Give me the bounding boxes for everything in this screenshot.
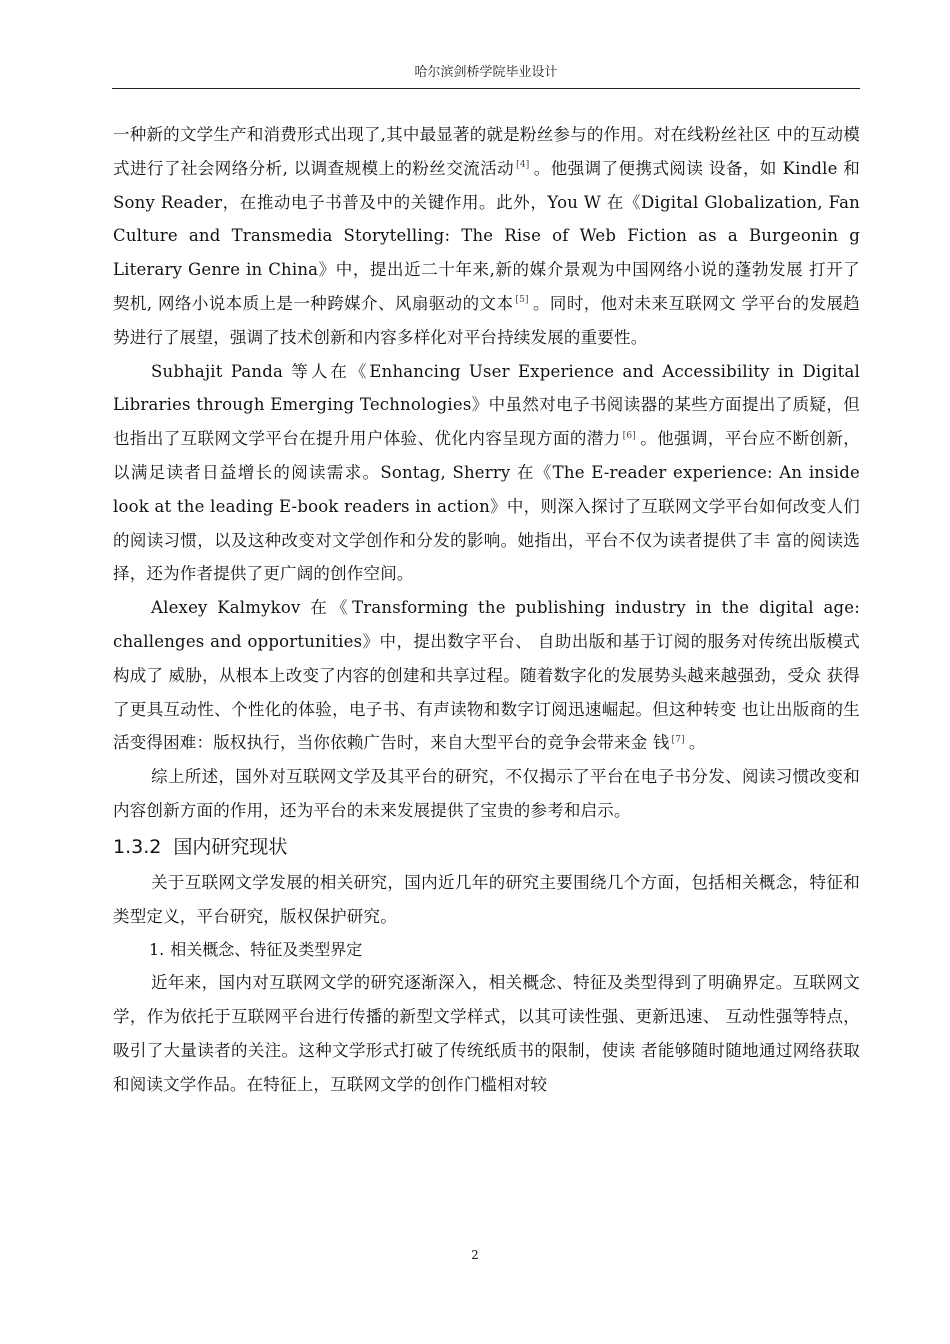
list-item xyxy=(113,933,860,966)
paragraph-text: 综上所述，国外对互联网文学及其平台的研究，不仅揭示了平台在电子书分发、阅读习惯改变和内容创新方面的作用，还为平台的未来发展提供了宝贵的参考和启示。 xyxy=(113,767,860,820)
citation-ref: [4] xyxy=(516,160,530,171)
paragraph xyxy=(113,966,860,1101)
paragraph-text: 关于互联网文学发展的相关研究，国内近几年的研究主要围绕几个方面，包括相关概念，特征和类型定义，平台研究，版权保护研究。 xyxy=(113,872,860,926)
section-title: 国内研究现状 xyxy=(173,835,288,858)
paragraph-text: 一种新的文学生产和消费形式出现了,其中最显著的就是粉丝参与的作用。对在线粉丝社区 中的互动模式进行了社会网络分析, 以调查规模上的粉丝交流活动 xyxy=(113,125,860,178)
citation-ref: [7] xyxy=(671,734,685,745)
citation-ref: [5] xyxy=(515,295,529,306)
paragraph xyxy=(113,355,860,592)
paragraph-text: Alexey Kalmykov 在《Transforming the publishing industry in the digital age: challenges and opportunities》中，提出数字平台、 自助出版和基于订阅的服务对传统出版模式构成了 威胁，从根本上改变了内容的创建和共享过程。随着数字化的发展势头越来越强劲，受众 获得了更具互动性、个性化的体验，电子书、有声读物和数字订阅迅速崛起。但这种转变 也让出版商的生活变得困难：版权执行，当你依赖广告时，来自大型平台的竞争会带来金 钱 xyxy=(113,598,860,753)
paragraph xyxy=(113,866,860,934)
header-title: 哈尔滨剑桥学院毕业设计 xyxy=(414,65,558,80)
paragraph xyxy=(113,118,860,355)
paragraph xyxy=(113,760,860,828)
document-body xyxy=(113,118,860,1102)
paragraph-text: 。他强调了便携式阅读 设备，如 Kindle 和 Sony Reader，在推动电子书普及中的关键作用。此外，You W 在《Digital Globalization, Fan Culture and Transmedia Storytelling: The Rise of Web Fiction as a Burgeonin g Literary Genre in China》中，提出近二十年来,新的媒介景观为中国网络小说的蓬勃发展 打开了契机, 网络小说本质上是一种跨媒介、风扇驱动的文本 xyxy=(113,158,860,313)
page-number: 2 xyxy=(471,1248,479,1262)
list-label: 相关概念、特征及类型界定 xyxy=(170,940,363,960)
paragraph-text: 。 xyxy=(688,733,706,753)
section-number: 1.3.2 xyxy=(113,835,162,858)
paragraph-text: 近年来，国内对互联网文学的研究逐渐深入，相关概念、特征及类型得到了明确界定。互联网文学，作为依托于互联网平台进行传播的新型文学样式，以其可读性强、更新迅速、 互动性强等特点，吸引了大量读者的关注。这种文学形式打破了传统纸质书的限制，使读 者能够随时随地通过网络获取和阅读文学作品。在特征上，互联网文学的创作门槛相对较 xyxy=(113,973,860,1094)
page-header xyxy=(112,58,860,89)
section-heading xyxy=(113,828,860,866)
citation-ref: [6] xyxy=(622,430,637,441)
list-number: 1. xyxy=(149,940,165,960)
paragraph xyxy=(113,591,860,760)
paragraph-text: 。同时，他对未来互联网文 学平台的发展趋势进行了展望，强调了技术创新和内容多样化对平台持续发展的重要性。 xyxy=(113,293,860,347)
paragraph-text: Subhajit Panda 等人在《Enhancing User Experience and Accessibility in Digital Libraries through Emerging Technologies》中虽然对电子书阅读器的某些方面提出了质疑，但也指出了互联网文学平台在提升用户体验、优化内容呈现方面的潜力 xyxy=(113,361,860,449)
paragraph-text: 。他强调，平台应不断创新，以满足读者日益增长的阅读需求。Sontag, Sherry 在《The E-reader experience: An inside look at the leading E-book readers in action》中，则深入探讨了互联网文学平台如何改变人们 的阅读习惯，以及这种改变对文学创作和分发的影响。她指出，平台不仅为读者提供了丰 富的阅读选择，还为作者提供了更广阔的创作空间。 xyxy=(113,429,860,584)
page-footer xyxy=(0,1248,950,1262)
